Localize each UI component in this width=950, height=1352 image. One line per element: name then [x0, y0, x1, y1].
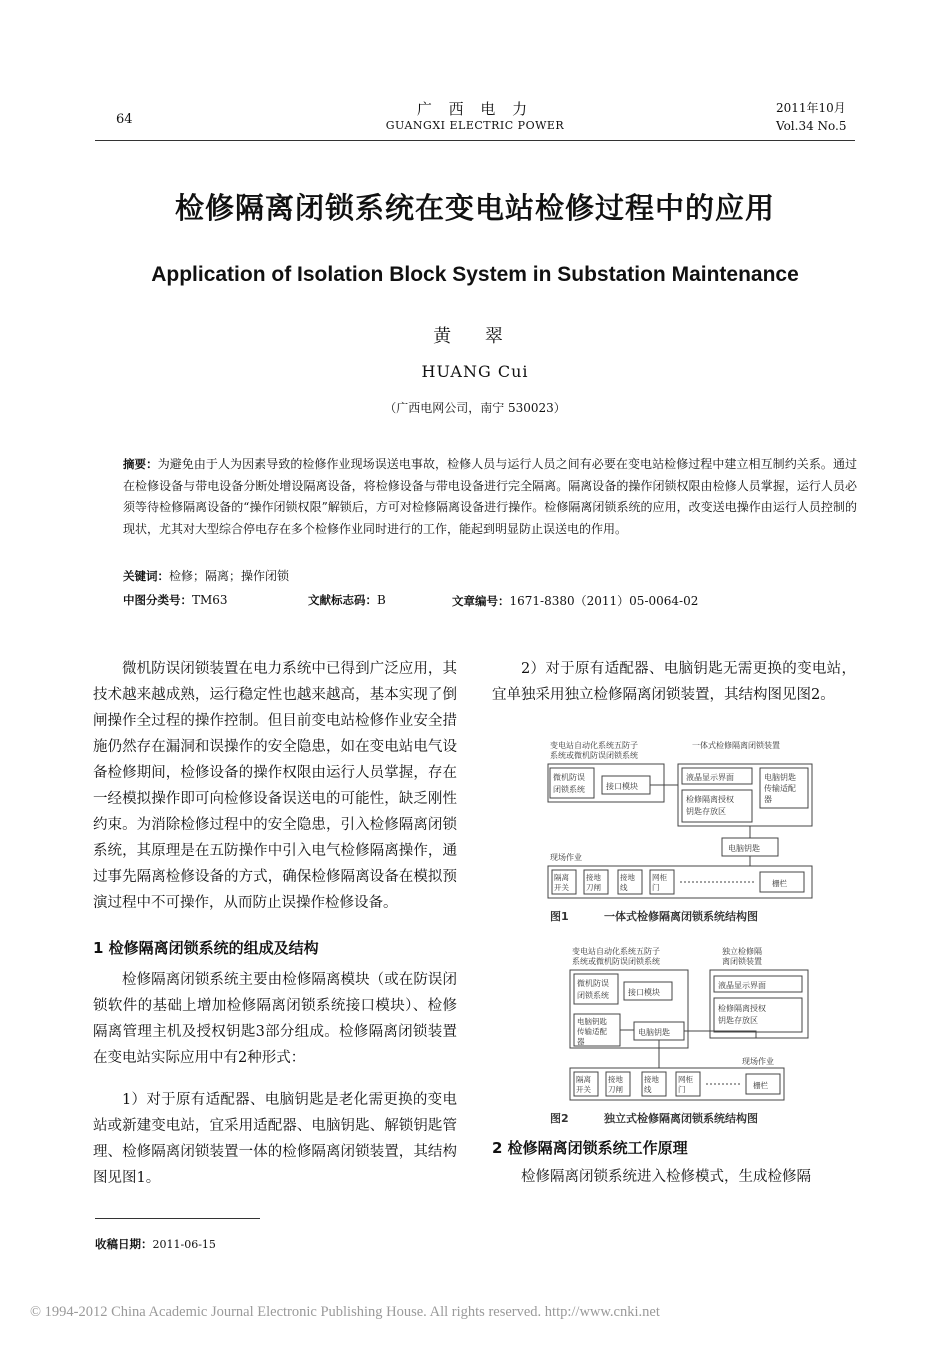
classification [123, 592, 228, 608]
fig1-box-auth-l2: 钥匙存放区 [686, 807, 726, 816]
intro-paragraph: 微机防误闭锁装置在电力系统中已得到广泛应用，其技术越来越成熟，运行稳定性也越来越高，基本实现了倒闸操作全过程的操作控制。但目前变电站检修作业安全措施仍然存在漏洞和误操作的安全隐患，如在变电站电气设备检修期间，检修设备的操作权限由运行人员掌握，存在一经模拟操作即可向检修设备误送电的可能性，缺乏刚性约束。为消除检修过程中的安全隐患，引入检修隔离闭锁系统，其原理是在五防操作中引入电气检修隔离操作，通过事先隔离检修设备的方式，确保检修隔离设备在模拟预演过程中不可操作，从而防止误操作检修设备。 [93, 661, 457, 911]
item2-paragraph: 2）对于原有适配器、电脑钥匙无需更换的变电站，宜单独采用独立检修隔离闭锁装置，其结构图见图2。 [492, 661, 856, 703]
fig2-box-key-l2: 传输适配 [577, 1027, 607, 1036]
fig1-box-wfbs-l2: 闭锁系统 [553, 785, 585, 794]
fig2-dev4-l1: 网柜 [678, 1075, 693, 1084]
fig2-dev3-l2: 线 [644, 1085, 652, 1094]
fig2-dev1-l2: 开关 [576, 1085, 591, 1094]
figure2-diagram [546, 944, 814, 1128]
fig1-dev4-l1: 网柜 [652, 873, 667, 882]
fig2-box-diannao-text: 电脑钥匙 [638, 1028, 670, 1037]
fig1-dev1-l2: 开关 [554, 883, 569, 892]
abstract-text: 为避免由于人为因素导致的检修作业现场误送电事故，检修人员与运行人员之间有必要在变电站检修过程中建立相互制约关系。通过在检修设备与带电设备分断处增设隔离设备，将检修设备与带电设备进行完全隔离。隔离设备的操作闭锁权限由检修人员掌握，运行人员必须等待检修隔离设备的“操作闭锁权限”解锁后，方可对检修隔离设备进行操作。检修隔离闭锁系统的应用，改变送电操作由运行人员控制的现状，尤其对大型综合停电存在多个检修作业同时进行的工作，能起到明显防止误送电的作用。 [123, 457, 858, 536]
fig2-dev2-l2: 刀闸 [608, 1085, 623, 1094]
author-en: HUANG Cui [421, 362, 529, 381]
fig1-dev3-l2: 线 [620, 883, 628, 892]
fig2-caption-num: 图2 [550, 1112, 569, 1125]
article-number-label: 文章编号： [452, 594, 510, 608]
fig2-label-left-l1: 变电站自动化系统五防子 [572, 947, 660, 956]
keywords-text: 检修；隔离；操作闭锁 [169, 569, 290, 583]
fig2-label-right-l2: 离闭锁装置 [722, 957, 762, 966]
fig2-box-auth-l2: 钥匙存放区 [718, 1016, 758, 1025]
affiliation: （广西电网公司，南宁 530023） [384, 401, 566, 415]
fig1-label-right: 一体式检修隔离闭锁装置 [692, 741, 780, 750]
doc-code-label: 文献标志码： [308, 593, 377, 607]
article-number [452, 592, 698, 609]
fig2-box-jiekou-text: 接口模块 [628, 988, 660, 997]
fig2-box-auth-l1: 检修隔离授权 [718, 1004, 766, 1013]
classification-text: TM63 [192, 593, 228, 607]
copyright-watermark: © 1994-2012 China Academic Journal Electronic Publishing House. All rights reserved. http://www.cnki.net [30, 1304, 660, 1320]
fig1-box-key-l3: 器 [764, 795, 772, 804]
fig1-label-left-l1: 变电站自动化系统五防子 [550, 741, 638, 750]
volume-number: Vol.34 No.5 [776, 119, 847, 133]
fig1-dev1-l1: 隔离 [554, 873, 569, 882]
fig1-dev2-l1: 接地 [586, 873, 601, 882]
fig1-box-auth-l1: 检修隔离授权 [686, 795, 734, 804]
fig1-dev2-l2: 刀闸 [586, 883, 601, 892]
fig2-label-right-l1: 独立检修隔 [722, 947, 762, 956]
doc-code-text: B [377, 593, 386, 607]
fig1-caption-num: 图1 [550, 910, 569, 923]
fig2-site-frame [570, 1068, 784, 1100]
fig1-site-label: 现场作业 [550, 853, 582, 862]
section2-paragraph1: 检修隔离闭锁系统进入检修模式，生成检修隔 [521, 1169, 811, 1185]
issue-date: 2011年10月 [776, 101, 846, 115]
abstract-label: 摘要： [123, 457, 158, 471]
fig2-box-key-l1: 电脑钥匙 [577, 1017, 607, 1026]
article-title-cn: 检修隔离闭锁系统在变电站检修过程中的应用 [174, 191, 775, 225]
received-date-label: 收稿日期： [95, 1237, 153, 1251]
fig2-caption: 独立式检修隔离闭锁系统结构图 [604, 1112, 758, 1125]
fig1-dev4-l2: 门 [652, 883, 660, 892]
fig1-box-key-l2: 传输适配 [764, 784, 796, 793]
abstract [123, 454, 857, 540]
footnote-rule [95, 1218, 260, 1219]
fig2-dev2-l1: 接地 [608, 1075, 623, 1084]
fig2-dev1-l1: 隔离 [576, 1075, 591, 1084]
keywords [123, 567, 289, 584]
page-number: 64 [116, 112, 133, 127]
fig1-caption: 一体式检修隔离闭锁系统结构图 [604, 910, 758, 923]
article-title-en: Application of Isolation Block System in Substation Maintenance [151, 263, 799, 286]
fig2-dev5-text: 栅栏 [753, 1081, 768, 1090]
fig1-box-key-l1: 电脑钥匙 [764, 773, 796, 782]
fig1-box-jiekou-text: 接口模块 [606, 782, 638, 791]
received-date-text: 2011-06-15 [152, 1238, 216, 1251]
fig1-box-lcd-text: 液晶显示界面 [686, 773, 734, 782]
fig2-label-left-l2: 系统或微机防误闭锁系统 [572, 957, 660, 966]
fig2-site-label: 现场作业 [742, 1057, 774, 1066]
fig2-box-wfbs-l2: 闭锁系统 [577, 991, 609, 1000]
author-cn: 黄 翠 [433, 326, 517, 347]
section2-heading: 2 检修隔离闭锁系统工作原理 [492, 1139, 688, 1157]
fig1-dev3-l1: 接地 [620, 873, 635, 882]
classification-label: 中图分类号： [123, 593, 192, 607]
fig2-box-lcd-text: 液晶显示界面 [718, 981, 766, 990]
fig1-label-left-l2: 系统或微机防误闭锁系统 [550, 751, 638, 760]
section1-paragraph2: 1）对于原有适配器、电脑钥匙是老化需更换的变电站或新建变电站，宜采用适配器、电脑钥匙、解锁钥匙管理、检修隔离闭锁装置一体的检修隔离闭锁装置，其结构图见图1。 [93, 1092, 457, 1186]
fig2-dev3-l1: 接地 [644, 1075, 659, 1084]
keywords-label: 关键词： [123, 569, 169, 583]
received-date [95, 1236, 216, 1252]
fig2-box-key-l3: 器 [577, 1037, 585, 1046]
fig1-dev5-text: 栅栏 [772, 879, 787, 888]
fig2-dev4-l2: 门 [678, 1085, 686, 1094]
journal-title-en: GUANGXI ELECTRIC POWER [385, 119, 565, 132]
section1-paragraph1: 检修隔离闭锁系统主要由检修隔离模块（或在防误闭锁软件的基础上增加检修隔离闭锁系统接口模块）、检修隔离管理主机及授权钥匙3部分组成。检修隔离闭锁装置在变电站实际应用中有2种形式： [93, 972, 457, 1066]
journal-title-cn: 广 西 电 力 [416, 100, 534, 118]
figure1-diagram [546, 738, 814, 928]
fig1-box-wfbs-l1: 微机防误 [553, 773, 585, 782]
section1-heading: 1 检修隔离闭锁系统的组成及结构 [93, 939, 319, 957]
fig2-box-wfbs-l1: 微机防误 [577, 979, 609, 988]
article-number-text: 1671-8380（2011）05-0064-02 [509, 594, 699, 608]
header-rule [95, 140, 855, 141]
fig1-box-diannao-text: 电脑钥匙 [728, 844, 760, 853]
doc-code [308, 592, 386, 608]
